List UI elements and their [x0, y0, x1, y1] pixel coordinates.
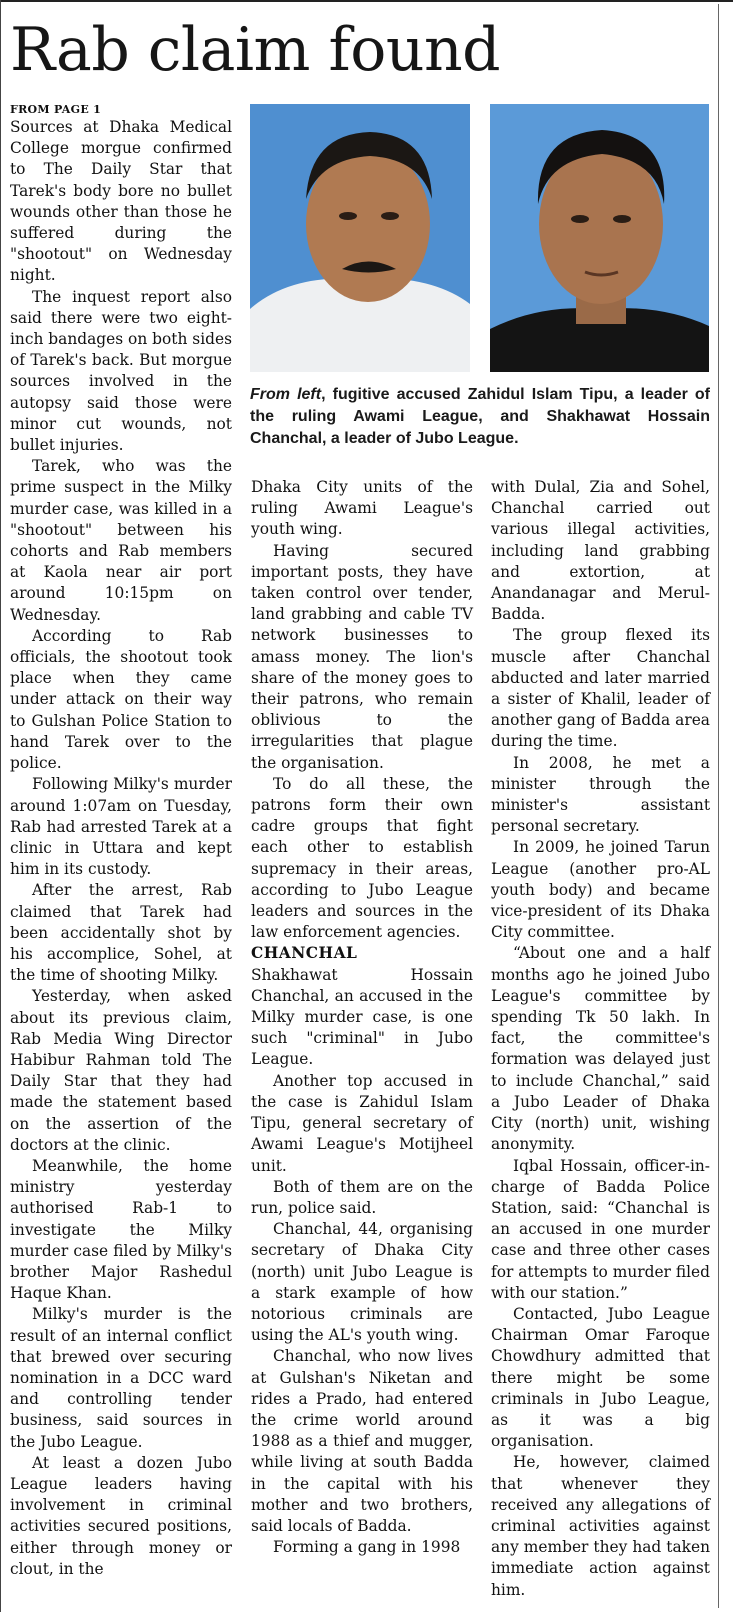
paragraph: with Dulal, Zia and Sohel, Chanchal carried out various illegal activities, including land grabbing and extortion, at Anandanagar and Merul-Badda.	[491, 478, 710, 624]
article-column-2	[251, 477, 473, 1558]
photo-zahidul-islam-tipu	[250, 104, 470, 372]
paragraph: Chanchal, 44, organising secretary of Dhaka City (north) unit Jubo League is a stark example of how notorious criminals are using the AL's youth wing.	[251, 1220, 473, 1345]
left-rule	[0, 0, 1, 1612]
paragraph: Forming a gang in 1998	[273, 1538, 461, 1557]
article-column-3	[491, 477, 710, 1601]
paragraph: “About one and a half months ago he joined Jubo League's committee by spending Tk 50 lakh. In fact, the committee's formation was delayed just to include Chanchal,” said a Jubo Leader of Dhaka City (north) unit, wishing anonymity.	[491, 944, 710, 1154]
paragraph: At least a dozen Jubo League leaders having involvement in criminal activities secured positions, either through money or clout, in the	[10, 1453, 232, 1578]
continued-from-label: FROM PAGE 1	[10, 103, 102, 116]
paragraph: Yesterday, when asked about its previous claim, Rab Media Wing Director Habibur Rahman told The Daily Star that they had made the statement based on the assertion of the doctors at the clinic.	[10, 987, 232, 1154]
paragraph: Having secured important posts, they have taken control over tender, land grabbing and cable TV network businesses to amass money. The lion's share of the money goes to their patrons, who remain oblivious to the irregularities that plague the organisation.	[251, 541, 473, 772]
portrait-illustration	[490, 104, 709, 372]
portrait-illustration	[250, 104, 470, 372]
photo-caption	[250, 384, 710, 450]
article-column-1	[10, 103, 232, 1580]
caption-lead: From left	[250, 386, 322, 403]
section-subhead: CHANCHAL	[251, 944, 358, 963]
caption-text: , fugitive accused Zahidul Islam Tipu, a leader of the ruling Awami League, and Shakhawat Hossain Chanchal, a leader of Jubo League.	[250, 386, 711, 447]
paragraph: Iqbal Hossain, officer-in-charge of Badda Police Station, said: “Chanchal is an accused in one murder case and three other cases for attempts to murder filed with our station.”	[491, 1156, 710, 1302]
top-rule	[0, 0, 733, 2]
paragraph: Another top accused in the case is Zahidul Islam Tipu, general secretary of Awami League's Motijheel unit.	[251, 1071, 473, 1175]
right-rule	[718, 4, 719, 1608]
paragraph: Following Milky's murder around 1:07am on Tuesday, Rab had arrested Tarek at a clinic in Uttara and kept him in its custody.	[10, 775, 232, 879]
paragraph: Milky's murder is the result of an internal conflict that brewed over securing nomination in a DCC ward and controlling tender business, said sources in the Jubo League.	[10, 1305, 232, 1451]
paragraph: After the arrest, Rab claimed that Tarek had been accidentally shot by his accomplice, Sohel, at the time of shooting Milky.	[10, 881, 232, 985]
paragraph: Both of them are on the run, police said.	[251, 1177, 473, 1217]
paragraph: According to Rab officials, the shootout took place when they came under attack on their way to Gulshan Police Station to hand Tarek over to the police.	[10, 626, 232, 773]
headline: Rab claim found	[10, 15, 501, 85]
paragraph: Meanwhile, the home ministry yesterday authorised Rab-1 to investigate the Milky murder case filed by Milky's brother Major Rashedul Haque Khan.	[10, 1156, 232, 1303]
paragraph: The inquest report also said there were two eight-inch bandages on both sides of Tarek's back. But morgue sources involved in the autopsy said those were minor cut wounds, not bullet injuries.	[10, 287, 232, 455]
paragraph: Contacted, Jubo League Chairman Omar Faroque Chowdhury admitted that there might be some criminals in Jubo League, as it was a big organisation.	[491, 1304, 710, 1451]
paragraph: To do all these, the patrons form their own cadre groups that fight each other to establish supremacy in their areas, according to Jubo League leaders and sources in the law enforcement agencies.	[251, 774, 473, 942]
paragraph: Chanchal, who now lives at Gulshan's Niketan and rides a Prado, had entered the crime world around 1988 as a thief and mugger, while living at south Badda in the capital with his mother and two brothers, said locals of Badda.	[251, 1347, 473, 1535]
paragraph: The group flexed its muscle after Chanchal abducted and later married a sister of Khalil, leader of another gang of Badda area during the time.	[491, 626, 710, 751]
paragraph: Shakhawat Hossain Chanchal, an accused in the Milky murder case, is one such "criminal" in Jubo League.	[251, 965, 473, 1069]
paragraph: In 2009, he joined Tarun League (another pro-AL youth body) and became vice-president of its Dhaka City committee.	[491, 838, 710, 942]
paragraph: Sources at Dhaka Medical College morgue confirmed to The Daily Star that Tarek's body bore no bullet wounds other than those he suffered during the "shootout" on Wednesday night.	[10, 118, 232, 285]
paragraph: In 2008, he met a minister through the minister's assistant personal secretary.	[491, 753, 710, 836]
paragraph: Tarek, who was the prime suspect in the Milky murder case, was killed in a "shootout" between his cohorts and Rab members at Kaola near air port around 10:15pm on Wednesday.	[10, 457, 232, 624]
photo-shakhawat-hossain-chanchal	[490, 104, 709, 372]
paragraph: He, however, claimed that whenever they received any allegations of criminal activities against any member they had taken immediate action against him.	[491, 1453, 710, 1599]
paragraph: Dhaka City units of the ruling Awami League's youth wing.	[251, 478, 473, 539]
